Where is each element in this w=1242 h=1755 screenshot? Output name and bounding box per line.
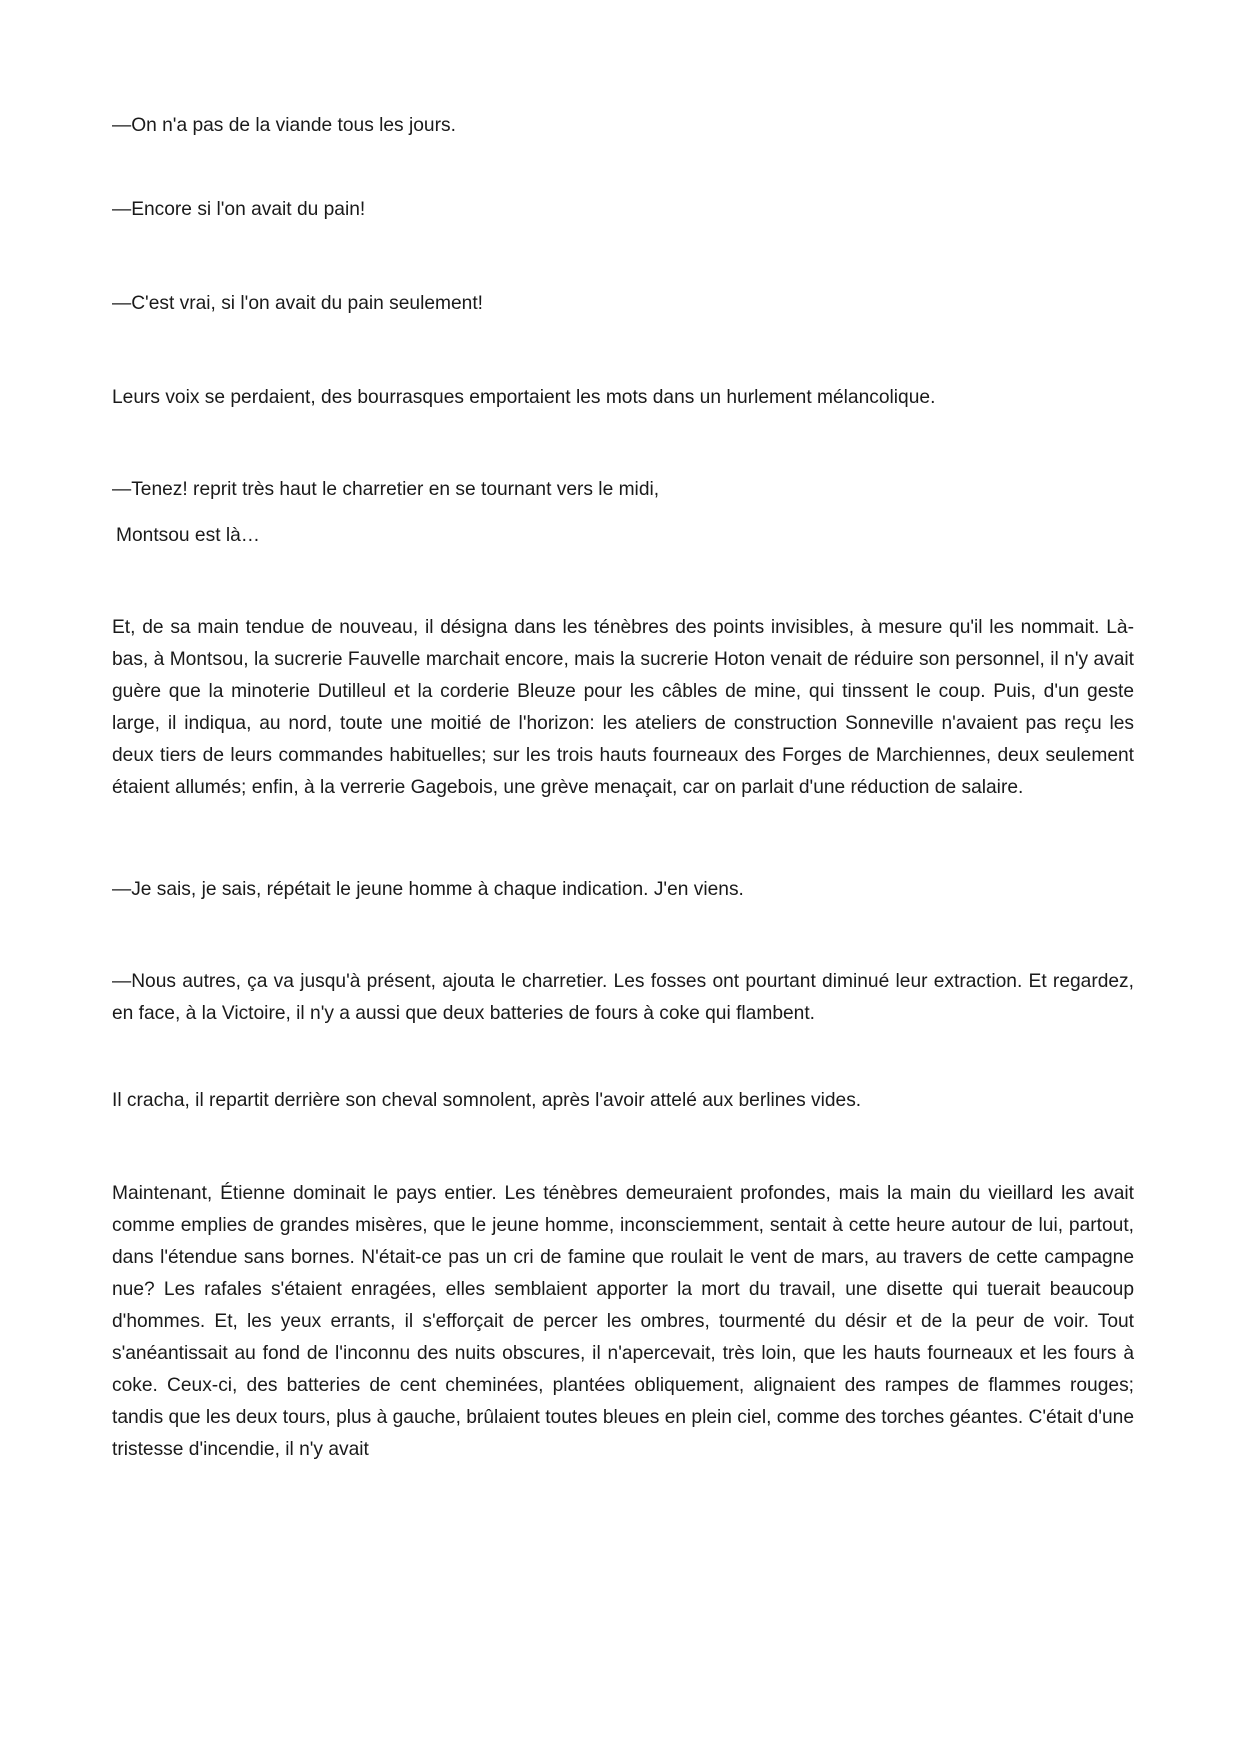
paragraph-nous-autres: —Nous autres, ça va jusqu'à présent, ajouta le charretier. Les fosses ont pourtant diminué leur extraction. Et regardez, en face, à la Victoire, il n'y a aussi que deux batteries de fours à coke qui flambent. <box>112 971 1134 1024</box>
dialogue-line-viande: —On n'a pas de la viande tous les jours. <box>112 115 456 136</box>
document-page <box>112 0 1134 1755</box>
dialogue-line-pain: —Encore si l'on avait du pain! <box>112 199 366 220</box>
dialogue-line-tenez: —Tenez! reprit très haut le charretier en se tournant vers le midi, <box>112 479 660 500</box>
paragraph-main-tendue: Et, de sa main tendue de nouveau, il désigna dans les ténèbres des points invisibles, à mesure qu'il les nommait. Là-bas, à Montsou, la sucrerie Fauvelle marchait encore, mais la sucrerie Hoton venait de réduire son personnel, il n'y avait guère que la minoterie Dutilleul et la corderie Bleuze pour les câbles de mine, qui tinssent le coup. Puis, d'un geste large, il indiqua, au nord, toute une moitié de l'horizon: les ateliers de construction Sonneville n'avaient pas reçu les deux tiers de leurs commandes habituelles; sur les trois hauts fourneaux des Forges de Marchiennes, deux seulement étaient allumés; enfin, à la verrerie Gagebois, une grève menaçait, car on parlait d'une réduction de salaire. <box>112 617 1134 798</box>
paragraph-voix: Leurs voix se perdaient, des bourrasques emportaient les mots dans un hurlement mélancolique. <box>112 387 936 408</box>
dialogue-line-montsou: Montsou est là… <box>116 525 260 546</box>
dialogue-line-pain-seulement: —C'est vrai, si l'on avait du pain seulement! <box>112 293 483 314</box>
paragraph-maintenant: Maintenant, Étienne dominait le pays entier. Les ténèbres demeuraient profondes, mais la main du vieillard les avait comme emplies de grandes misères, que le jeune homme, inconsciemment, sentait à cette heure autour de lui, partout, dans l'étendue sans bornes. N'était-ce pas un cri de famine que roulait le vent de mars, au travers de cette campagne nue? Les rafales s'étaient enragées, elles semblaient apporter la mort du travail, une disette qui tuerait beaucoup d'hommes. Et, les yeux errants, il s'efforçait de percer les ombres, tourmenté du désir et de la peur de voir. Tout s'anéantissait au fond de l'inconnu des nuits obscures, il n'apercevait, très loin, que les hauts fourneaux et les fours à coke. Ceux-ci, des batteries de cent cheminées, plantées obliquement, alignaient des rampes de flammes rouges; tandis que les deux tours, plus à gauche, brûlaient toutes bleues en plein ciel, comme des torches géantes. C'était d'une tristesse d'incendie, il n'y avait <box>112 1183 1134 1460</box>
paragraph-il-cracha: Il cracha, il repartit derrière son cheval somnolent, après l'avoir attelé aux berlines vides. <box>112 1090 862 1111</box>
dialogue-line-je-sais: —Je sais, je sais, répétait le jeune homme à chaque indication. J'en viens. <box>112 879 744 900</box>
